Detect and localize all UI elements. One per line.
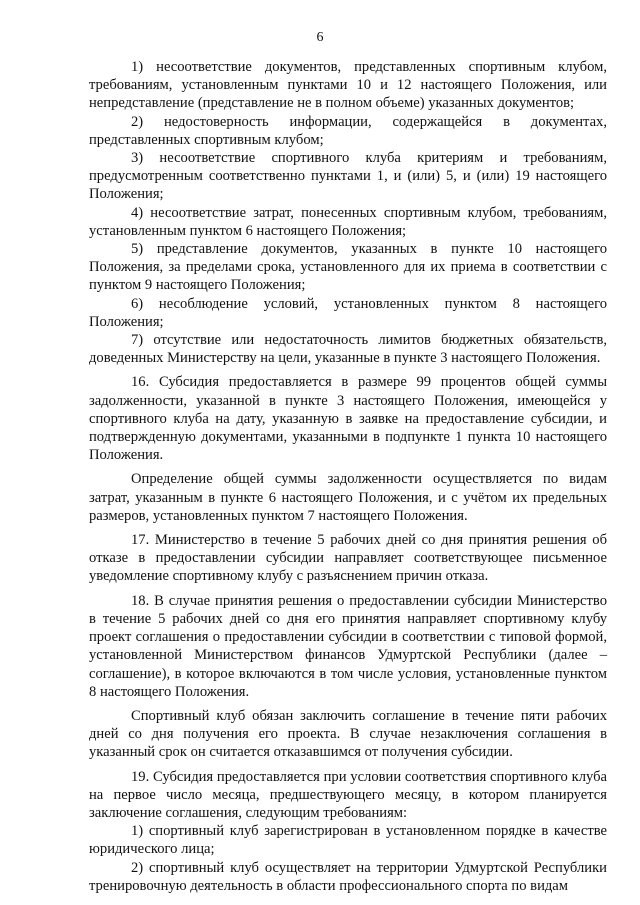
paragraph-clause-18: 18. В случае принятия решения о предоставлении субсидии Министерство в течение 5 рабочих дней со дня его принятия направляет спортивному клубу проект соглашения о предоставлении субсидии в соответствии с типовой формой, установленной Министерством финансов Удмуртской Республики (далее – соглашение), в которое включаются в том числе условия, установленные пунктом 8 настоящего Положения. [89,592,607,700]
paragraph-item-7: 7) отсутствие или недостаточность лимитов бюджетных обязательств, доведенных Министерству на цели, указанные в пункте 3 настоящего Положения. [89,332,607,367]
paragraph-debt-definition: Определение общей суммы задолженности осуществляется по видам затрат, указанным в пункте 6 настоящего Положения, и с учётом их предельных размеров, установленных пунктом 7 настоящего Положения. [89,471,607,524]
paragraph-item-4: 4) несоответствие затрат, понесенных спортивным клубом, требованиям, установленным пунктом 6 настоящего Положения; [89,204,607,239]
paragraph-clause-17: 17. Министерство в течение 5 рабочих дней со дня принятия решения об отказе в предоставлении субсидии направляет соответствующее письменное уведомление спортивному клубу с разъяснением причин отказа. [89,532,607,585]
page-number: 6 [316,30,324,45]
paragraph-requirement-1: 1) спортивный клуб зарегистрирован в установленном порядке в качестве юридического лица; [89,823,607,858]
paragraph-agreement-obligation: Спортивный клуб обязан заключить соглашение в течение пяти рабочих дней со дня получения его проекта. В случае незаключения соглашения в указанный срок он считается отказавшимся от получения субсидии. [89,707,607,761]
paragraph-clause-19: 19. Субсидия предоставляется при условии соответствия спортивного клуба на первое число месяца, предшествующего месяцу, в котором планируется заключение соглашения, следующим требованиям: [89,768,607,821]
paragraph-item-6: 6) несоблюдение условий, установленных пунктом 8 настоящего Положения; [89,295,607,330]
paragraph-item-1: 1) несоответствие документов, представленных спортивным клубом, требованиям, установленным пунктами 10 и 12 настоящего Положения, или непредставление (представление не в полном объеме) указанных документов; [89,59,607,112]
paragraph-item-5: 5) представление документов, указанных в пункте 10 настоящего Положения, за пределами срока, установленного для их приема в соответствии с пунктом 9 настоящего Положения; [89,241,607,294]
paragraph-requirement-2: 2) спортивный клуб осуществляет на территории Удмуртской Республики тренировочную деятельность в области профессионального спорта по видам [89,859,607,894]
paragraph-item-3: 3) несоответствие спортивного клуба критериям и требованиям, предусмотренным соответственно пунктами 1, и (или) 5, и (или) 19 настоящего Положения; [89,150,607,203]
paragraph-item-2: 2) недостоверность информации, содержащейся в документах, представленных спортивным клубом; [89,113,607,148]
document-body [89,58,607,895]
paragraph-clause-16: 16. Субсидия предоставляется в размере 99 процентов общей суммы задолженности, указанной в пункте 3 настоящего Положения, имеющейся у спортивного клуба на дату, указанную в заявке на предоставление субсидии, и подтвержденную документами, указанными в подпункте 1 пункта 10 настоящего Положения. [89,374,607,464]
